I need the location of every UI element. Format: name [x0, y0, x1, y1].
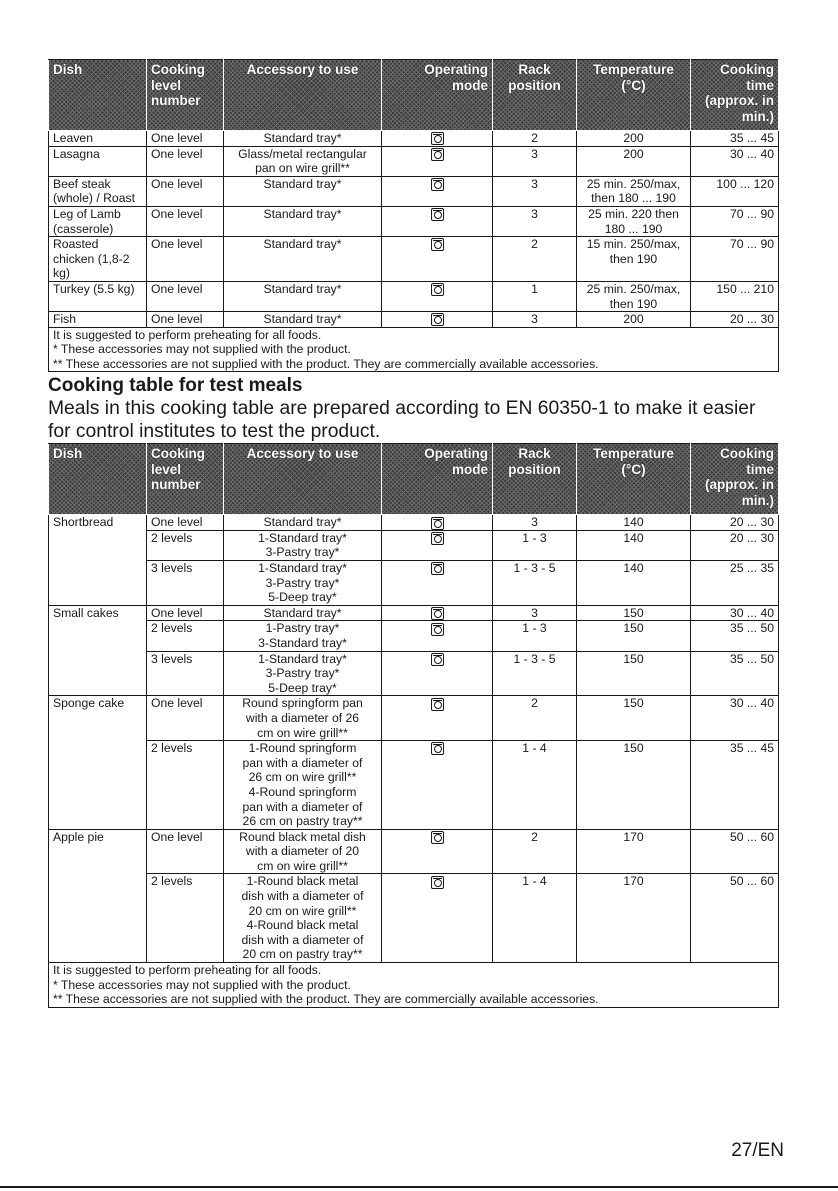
accessory-line: 3-Standard tray* — [258, 635, 347, 650]
accessory-line: Standard tray* — [263, 281, 342, 296]
cooking-time-cell: 150 ... 210 — [691, 281, 779, 311]
note-preheating: It is suggested to perform preheating for all foods. — [53, 327, 322, 342]
cooking-time-cell: 35 ... 50 — [691, 621, 779, 651]
accessory-line: 5-Deep tray* — [268, 590, 337, 605]
accessory-line: 5-Deep tray* — [268, 680, 337, 695]
page-content — [48, 59, 778, 1008]
cooking-level-cell: One level — [147, 605, 224, 621]
table-row — [49, 206, 779, 236]
accessory-line: 20 cm on wire grill** — [248, 903, 357, 918]
accessory-line: with a diameter of 26 — [245, 710, 360, 725]
operating-mode-cell — [382, 561, 493, 606]
temperature-cell: 150 — [577, 651, 691, 696]
rack-position-cell: 1 - 3 — [493, 621, 577, 651]
cooking-time-cell: 25 ... 35 — [691, 561, 779, 606]
section-intro: Meals in this cooking table are prepared according to EN 60350-1 to make it easier for control institutes to test the product. — [48, 398, 756, 443]
accessory-cell — [224, 829, 382, 874]
accessory-cell — [224, 131, 382, 147]
temperature-line: 200 — [623, 312, 644, 327]
cooking-time-cell: 20 ... 30 — [691, 515, 779, 531]
temperature-cell: 140 — [577, 561, 691, 606]
rack-position-cell: 3 — [493, 515, 577, 531]
temperature-cell — [577, 206, 691, 236]
temperature-cell — [577, 146, 691, 176]
operating-mode-cell — [382, 281, 493, 311]
accessory-cell — [224, 741, 382, 830]
cooking-level-cell: One level — [147, 146, 224, 176]
note-double-asterisk: ** These accessories are not supplied with the product. They are commercially available accessories. — [53, 992, 599, 1007]
operating-mode-cell — [382, 741, 493, 830]
accessory-line: 4-Round springform — [248, 784, 357, 799]
cooking-level-cell: One level — [147, 206, 224, 236]
operating-mode-cell — [382, 515, 493, 531]
accessory-line: 26 cm on wire grill** — [248, 770, 357, 785]
accessory-line: pan with a diameter of — [242, 755, 363, 770]
temperature-cell: 150 — [577, 741, 691, 830]
accessory-line: dish with a diameter of — [241, 889, 364, 904]
table-row — [49, 312, 779, 328]
cooking-level-cell: One level — [147, 176, 224, 206]
table-header-row — [49, 444, 779, 515]
accessory-cell — [224, 312, 382, 328]
temperature-line: 180 ... 190 — [604, 221, 663, 236]
operating-mode-cell — [382, 131, 493, 147]
temperature-cell: 150 — [577, 605, 691, 621]
header-temperature: Temperature (°C) — [577, 60, 691, 131]
accessory-line: 1-Standard tray* — [258, 561, 347, 575]
header-operating-mode: Operating mode — [382, 444, 493, 515]
accessory-cell — [224, 605, 382, 621]
accessory-cell — [224, 281, 382, 311]
cooking-time-cell: 50 ... 60 — [691, 829, 779, 874]
operating-mode-cell — [382, 621, 493, 651]
dish-cell — [49, 651, 147, 696]
operating-mode-cell — [382, 146, 493, 176]
cooking-level-cell: One level — [147, 829, 224, 874]
accessory-line: 4-Round black metal — [246, 918, 359, 933]
table-row — [49, 281, 779, 311]
accessory-cell — [224, 515, 382, 531]
fan-heating-icon — [431, 208, 444, 221]
rack-position-cell: 3 — [493, 176, 577, 206]
cooking-level-cell: 2 levels — [147, 741, 224, 830]
operating-mode-cell — [382, 696, 493, 741]
cooking-time-cell: 35 ... 45 — [691, 131, 779, 147]
dish-cell: Leg of Lamb (casserole) — [49, 206, 147, 236]
table-row — [49, 530, 779, 560]
accessory-line: 3-Pastry tray* — [265, 666, 340, 681]
temperature-line: 25 min. 220 then — [588, 206, 679, 221]
accessory-line: Standard tray* — [263, 131, 342, 145]
dish-cell — [49, 561, 147, 606]
dish-cell: Lasagna — [49, 146, 147, 176]
accessory-line: dish with a diameter of — [241, 932, 364, 947]
table-row — [49, 829, 779, 874]
dish-cell: Leaven — [49, 131, 147, 147]
header-accessory: Accessory to use — [224, 60, 382, 131]
table-notes — [49, 963, 779, 1008]
temperature-cell: 170 — [577, 829, 691, 874]
header-cooking-time: Cooking time (approx. in min.) — [691, 444, 779, 515]
table-row — [49, 176, 779, 206]
temperature-cell — [577, 176, 691, 206]
header-dish: Dish — [49, 60, 147, 131]
table-row — [49, 131, 779, 147]
accessory-cell — [224, 237, 382, 282]
accessory-cell — [224, 530, 382, 560]
fan-heating-icon — [431, 532, 444, 545]
rack-position-cell: 1 - 3 - 5 — [493, 561, 577, 606]
operating-mode-cell — [382, 651, 493, 696]
note-single-asterisk: * These accessories may not supplied with the product. — [53, 977, 351, 992]
accessory-line: pan with a diameter of — [242, 799, 363, 814]
dish-cell — [49, 621, 147, 651]
header-cooking-time: Cooking time (approx. in min.) — [691, 60, 779, 131]
table-body — [49, 515, 779, 963]
note-preheating: It is suggested to perform preheating for all foods. — [53, 963, 322, 978]
accessory-cell — [224, 651, 382, 696]
fan-heating-icon — [431, 178, 444, 191]
table-notes — [49, 327, 779, 372]
cooking-time-cell: 50 ... 60 — [691, 874, 779, 963]
rack-position-cell: 1 - 3 — [493, 530, 577, 560]
accessory-line: Round black metal dish — [239, 829, 366, 844]
operating-mode-cell — [382, 874, 493, 963]
table-row — [49, 696, 779, 741]
cooking-time-cell: 30 ... 40 — [691, 696, 779, 741]
accessory-line: 1-Standard tray* — [258, 530, 347, 545]
rack-position-cell: 3 — [493, 312, 577, 328]
accessory-line: with a diameter of 20 — [245, 844, 360, 859]
dish-cell: Shortbread — [49, 515, 147, 531]
cooking-table — [48, 59, 779, 372]
accessory-cell — [224, 696, 382, 741]
dish-cell: Fish — [49, 312, 147, 328]
dish-cell: Roasted chicken (1,8-2 kg) — [49, 237, 147, 282]
rack-position-cell: 1 - 3 - 5 — [493, 651, 577, 696]
accessory-cell — [224, 874, 382, 963]
accessory-line: pan on wire grill** — [255, 161, 350, 176]
fan-heating-icon — [431, 653, 444, 666]
temperature-cell: 150 — [577, 696, 691, 741]
operating-mode-cell — [382, 605, 493, 621]
accessory-line: 26 cm on pastry tray** — [242, 814, 363, 829]
fan-heating-icon — [431, 313, 444, 326]
cooking-level-cell: One level — [147, 237, 224, 282]
rack-position-cell: 3 — [493, 146, 577, 176]
accessory-line: 1-Pastry tray* — [265, 621, 340, 636]
temperature-line: 15 min. 250/max, — [586, 237, 681, 252]
temperature-cell — [577, 312, 691, 328]
cooking-level-cell: One level — [147, 515, 224, 531]
page-number: 27/EN — [731, 1140, 784, 1161]
table-row — [49, 561, 779, 606]
accessory-cell — [224, 206, 382, 236]
temperature-line: then 190 — [609, 251, 658, 266]
cooking-time-cell: 70 ... 90 — [691, 206, 779, 236]
accessory-cell — [224, 621, 382, 651]
temperature-line: 25 min. 250/max, — [586, 176, 681, 191]
accessory-line: cm on wire grill** — [257, 858, 348, 873]
note-single-asterisk: * These accessories may not supplied with the product. — [53, 342, 351, 357]
temperature-cell: 140 — [577, 515, 691, 531]
accessory-cell — [224, 146, 382, 176]
cooking-time-cell: 35 ... 50 — [691, 651, 779, 696]
temperature-cell — [577, 281, 691, 311]
rack-position-cell: 1 — [493, 281, 577, 311]
header-rack-position: Rack position — [493, 60, 577, 131]
cooking-level-cell: One level — [147, 696, 224, 741]
operating-mode-cell — [382, 530, 493, 560]
accessory-cell — [224, 176, 382, 206]
rack-position-cell: 3 — [493, 206, 577, 236]
header-cooking-level: Cooking level number — [147, 60, 224, 131]
temperature-cell — [577, 237, 691, 282]
accessory-line: 20 cm on pastry tray** — [242, 947, 363, 962]
fan-heating-icon — [431, 607, 444, 620]
operating-mode-cell — [382, 829, 493, 874]
fan-heating-icon — [431, 876, 444, 889]
cooking-level-cell: One level — [147, 281, 224, 311]
operating-mode-cell — [382, 237, 493, 282]
dish-cell: Apple pie — [49, 829, 147, 874]
section-title: Cooking table for test meals — [48, 375, 303, 397]
fan-heating-icon — [431, 623, 444, 636]
fan-heating-icon — [431, 742, 444, 755]
header-cooking-level: Cooking level number — [147, 444, 224, 515]
header-dish: Dish — [49, 444, 147, 515]
cooking-level-cell: One level — [147, 312, 224, 328]
accessory-line: Standard tray* — [263, 312, 342, 327]
operating-mode-cell — [382, 312, 493, 328]
table-row — [49, 741, 779, 830]
accessory-line: 1-Round black metal — [246, 874, 359, 889]
accessory-line: cm on wire grill** — [257, 725, 348, 740]
cooking-level-cell: 2 levels — [147, 530, 224, 560]
dish-cell: Sponge cake — [49, 696, 147, 741]
table-row — [49, 605, 779, 621]
accessory-line: Standard tray* — [263, 605, 342, 620]
temperature-cell — [577, 131, 691, 147]
rack-position-cell: 1 - 4 — [493, 741, 577, 830]
cooking-time-cell: 30 ... 40 — [691, 605, 779, 621]
header-rack-position: Rack position — [493, 444, 577, 515]
table-notes-row — [49, 963, 779, 1008]
accessory-line: Standard tray* — [263, 237, 342, 252]
cooking-time-cell: 20 ... 30 — [691, 312, 779, 328]
temperature-cell: 150 — [577, 621, 691, 651]
accessory-line: 3-Pastry tray* — [265, 575, 340, 590]
cooking-level-cell: One level — [147, 131, 224, 147]
table-row — [49, 874, 779, 963]
rack-position-cell: 2 — [493, 131, 577, 147]
rack-position-cell: 2 — [493, 237, 577, 282]
header-accessory: Accessory to use — [224, 444, 382, 515]
rack-position-cell: 2 — [493, 829, 577, 874]
fan-heating-icon — [431, 562, 444, 575]
accessory-line: Standard tray* — [263, 206, 342, 221]
cooking-time-cell: 20 ... 30 — [691, 530, 779, 560]
accessory-line: Round springform pan — [242, 696, 363, 711]
temperature-line: 25 min. 250/max, — [586, 281, 681, 296]
rack-position-cell: 2 — [493, 696, 577, 741]
accessory-line: Standard tray* — [263, 515, 342, 530]
temperature-line: 200 — [623, 146, 644, 161]
fan-heating-icon — [431, 148, 444, 161]
bottom-rule — [0, 1186, 838, 1188]
cooking-level-cell: 2 levels — [147, 621, 224, 651]
operating-mode-cell — [382, 176, 493, 206]
temperature-line: then 180 ... 190 — [591, 191, 676, 206]
table-row — [49, 651, 779, 696]
test-meals-table — [48, 443, 779, 1007]
accessory-line: Standard tray* — [263, 176, 342, 191]
accessory-line: 3-Pastry tray* — [265, 545, 340, 560]
fan-heating-icon — [431, 238, 444, 251]
dish-cell — [49, 741, 147, 830]
dish-cell: Turkey (5.5 kg) — [49, 281, 147, 311]
temperature-line: then 190 — [609, 296, 658, 311]
accessory-line: 1-Round springform — [248, 741, 357, 756]
dish-cell: Small cakes — [49, 605, 147, 621]
table-row — [49, 146, 779, 176]
fan-heating-icon — [431, 283, 444, 296]
temperature-cell: 170 — [577, 874, 691, 963]
cooking-level-cell: 3 levels — [147, 651, 224, 696]
cooking-level-cell: 3 levels — [147, 561, 224, 606]
table-header-row — [49, 60, 779, 131]
header-temperature: Temperature (°C) — [577, 444, 691, 515]
dish-cell: Beef steak (whole) / Roast — [49, 176, 147, 206]
header-operating-mode: Operating mode — [382, 60, 493, 131]
cooking-time-cell: 100 ... 120 — [691, 176, 779, 206]
accessory-cell — [224, 561, 382, 606]
accessory-line: 1-Standard tray* — [258, 651, 347, 666]
fan-heating-icon — [431, 831, 444, 844]
accessory-line: Glass/metal rectangular — [238, 146, 367, 161]
cooking-time-cell: 35 ... 45 — [691, 741, 779, 830]
table-body — [49, 131, 779, 328]
table-row — [49, 237, 779, 282]
rack-position-cell: 3 — [493, 605, 577, 621]
dish-cell — [49, 530, 147, 560]
table-row — [49, 515, 779, 531]
dish-cell — [49, 874, 147, 963]
operating-mode-cell — [382, 206, 493, 236]
cooking-time-cell: 70 ... 90 — [691, 237, 779, 282]
table-notes-row — [49, 327, 779, 372]
temperature-cell: 140 — [577, 530, 691, 560]
temperature-line: 200 — [623, 131, 644, 145]
note-double-asterisk: ** These accessories are not supplied with the product. They are commercially available accessories. — [53, 356, 599, 371]
table-row — [49, 621, 779, 651]
cooking-level-cell: 2 levels — [147, 874, 224, 963]
fan-heating-icon — [431, 517, 444, 530]
rack-position-cell: 1 - 4 — [493, 874, 577, 963]
fan-heating-icon — [431, 698, 444, 711]
fan-heating-icon — [431, 132, 444, 145]
cooking-time-cell: 30 ... 40 — [691, 146, 779, 176]
